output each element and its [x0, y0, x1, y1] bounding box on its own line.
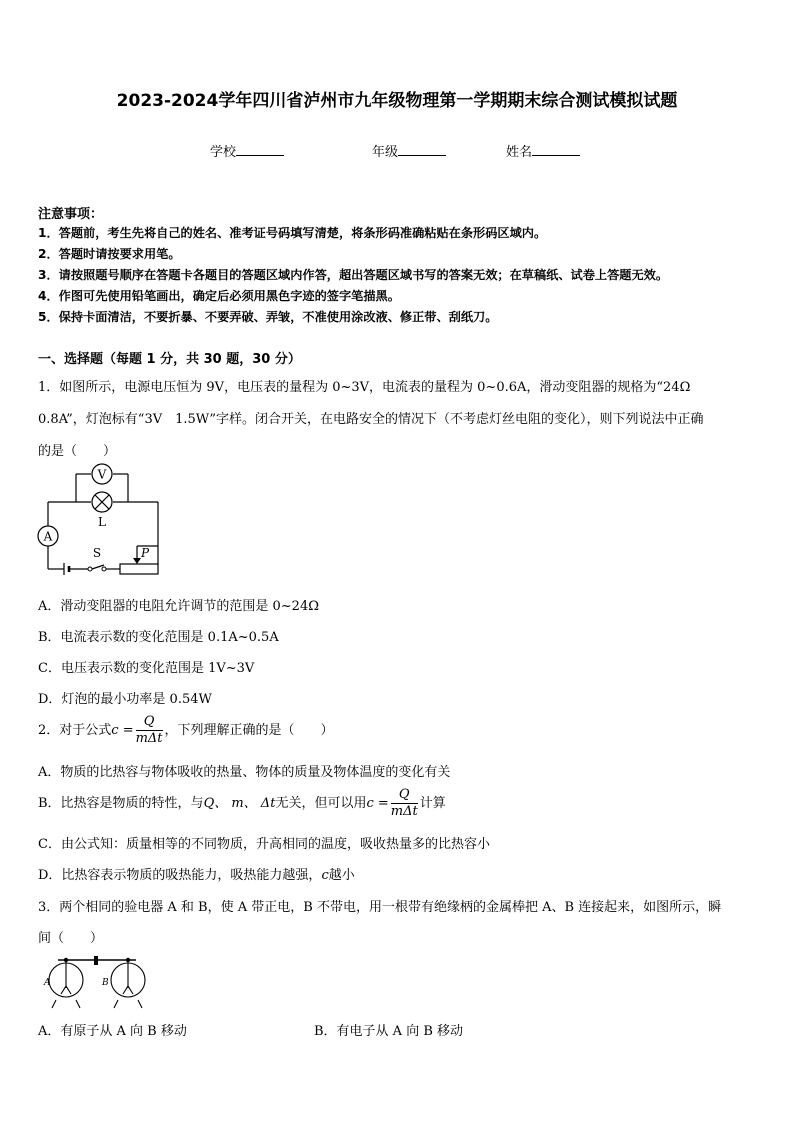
grade-label: 年级 — [372, 145, 399, 160]
q1-option-d[interactable]: D．灯泡的最小功率是 0.54W — [38, 692, 212, 707]
q1-stem-line: 的是（ ） — [38, 444, 117, 459]
q2-option-c[interactable]: C．由公式知：质量相等的不同物质，升高相同的温度，吸收热量多的比热容小 — [38, 837, 490, 852]
notice-item: 4．作图可先使用铅笔画出，确定后必须用黑色字迹的签字笔描黑。 — [38, 289, 400, 303]
notice-item: 5．保持卡面清洁，不要折暴、不要弄破、弄皱，不准使用涂改液、修正带、刮纸刀。 — [38, 310, 498, 324]
q2-stem-prefix: 2．对于公式 — [38, 723, 112, 738]
fraction-numerator: Q — [391, 787, 418, 804]
q1-stem-line: 1．如图所示，电源电压恒为 9V，电压表的量程为 0~3V，电流表的量程为 0~0.6A，滑动变阻器的规格为“24Ω — [38, 380, 691, 395]
q1-option-b[interactable]: B．电流表示数的变化范围是 0.1A~0.5A — [38, 630, 279, 645]
ammeter-label: A — [43, 529, 53, 544]
q2-option-d-suffix: 越小 — [328, 868, 355, 883]
q2-option-b-formula-lhs: c = — [366, 796, 389, 811]
notice-item: 3．请按照题号顺序在答题卡各题目的答题区域内作答，超出答题区域书写的答案无效；在草稿纸、试卷上答题无效。 — [38, 268, 669, 282]
q2-option-b-fraction — [391, 787, 418, 820]
q2-stem-suffix: ，下列理解正确的是（ ） — [164, 723, 334, 738]
lamp-symbol — [92, 492, 112, 512]
notice-title: 注意事项： — [38, 207, 104, 222]
ammeter-symbol — [38, 526, 58, 546]
notice-item: 2．答题时请按要求用笔。 — [38, 247, 181, 261]
grade-field[interactable] — [372, 141, 446, 160]
section-heading: 一、选择题（每题 1 分，共 30 题，30 分） — [38, 352, 301, 367]
q2-option-b-vars: Q、 m、 Δt — [203, 796, 276, 811]
school-field[interactable] — [210, 141, 284, 160]
voltmeter-symbol — [92, 464, 112, 484]
name-blank[interactable] — [532, 143, 580, 156]
grade-blank[interactable] — [398, 143, 446, 156]
electroscope-a-label: A — [44, 978, 51, 988]
school-label: 学校 — [210, 145, 237, 160]
name-field[interactable] — [506, 141, 580, 160]
slider-label: P — [140, 546, 150, 560]
fraction-denominator: mΔt — [390, 804, 418, 819]
voltmeter-label: V — [97, 467, 107, 482]
q2-option-d[interactable] — [38, 864, 355, 883]
q2-stem — [38, 714, 334, 747]
electroscope-b-label: B — [102, 978, 109, 988]
q2-option-b[interactable] — [38, 787, 446, 820]
q1-circuit-diagram — [36, 462, 166, 580]
q3-stem-line: 间（ ） — [38, 931, 104, 946]
q2-option-d-prefix: D．比热容表示物质的吸热能力，吸热能力越强， — [38, 868, 322, 883]
switch-label: S — [92, 546, 102, 560]
q2-option-b-suffix: 计算 — [419, 796, 446, 811]
name-label: 姓名 — [506, 145, 533, 160]
notice-item: 1．答题前，考生先将自己的姓名、准考证号码填写清楚，将条形码准确粘贴在条形码区域内。 — [38, 226, 547, 240]
q2-formula-fraction — [136, 714, 163, 747]
q2-option-b-middle: 无关，但可以用 — [275, 796, 367, 811]
q1-option-c[interactable]: C．电压表示数的变化范围是 1V~3V — [38, 661, 255, 676]
q3-stem-line: 3．两个相同的验电器 A 和 B，使 A 带正电，B 不带电，用一根带有绝缘柄的金属棒把 A、B 连接起来，如图所示，瞬 — [38, 900, 722, 915]
page-title: 2023-2024学年四川省泸州市九年级物理第一学期期末综合测试模拟试题 — [116, 91, 678, 111]
q2-option-a[interactable]: A．物质的比热容与物体吸收的热量、物体的质量及物体温度的变化有关 — [38, 765, 451, 780]
q3-electroscope-diagram — [36, 952, 160, 1012]
q2-option-d-var: c — [321, 868, 329, 883]
q2-option-b-prefix: B．比热容是物质的特性，与 — [38, 796, 204, 811]
school-blank[interactable] — [236, 143, 284, 156]
q3-option-b[interactable]: B．有电子从 A 向 B 移动 — [314, 1024, 464, 1039]
fraction-denominator: mΔt — [135, 731, 163, 746]
q3-option-a[interactable]: A．有原子从 A 向 B 移动 — [38, 1024, 187, 1039]
q1-stem-line: 0.8A”，灯泡标有“3V 1.5W”字样。闭合开关，在电路安全的情况下（不考虑灯丝电阻的变化），则下列说法中正确 — [38, 412, 704, 427]
q1-option-a[interactable]: A．滑动变阻器的电阻允许调节的范围是 0~24Ω — [38, 599, 320, 614]
lamp-label: L — [98, 515, 106, 529]
fraction-numerator: Q — [136, 714, 163, 731]
q2-formula-lhs: c = — [111, 723, 134, 738]
